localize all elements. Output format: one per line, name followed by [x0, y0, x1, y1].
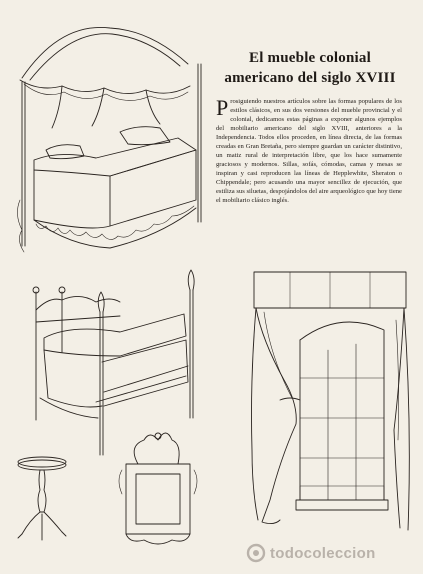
drop-cap: P	[216, 95, 229, 120]
article-title-line-1: El mueble colonial	[249, 50, 371, 67]
article-title	[210, 48, 410, 88]
canopy-bed-drawing	[17, 27, 201, 252]
curtained-window-drawing	[252, 272, 410, 530]
chippendale-mirror-drawing	[119, 433, 197, 544]
article-body	[216, 97, 402, 205]
article-text: rosiguiendo nuestros artículos sobre las formas populares de los estilos clásicos, en sus dos versiones del mueble provincial y el colonial, dedicamos estas páginas a exponer algunos ejemplos del mobiliario americano del siglo XVIII, anteriores a la Independencia. Todos ellos proceden, en línea directa, de las formas creadas en Gran Bretaña, pero siempre guardan un carácter distintivo, un matiz rural de interpretación libre, que los hace sumamente graciosos y modernos. Sillas, sofás, cómodas, camas y mesas se inspiran y casi reproducen las líneas de Hepplewhite, Sheraton o Chippendale; pero acusando una mayor sencillez de ejecución, que estiliza sus siluetas, despojándolos del aire arqueológico que hoy tiene el mobiliario clásico inglés.	[216, 98, 402, 204]
four-poster-bed-drawing	[33, 270, 194, 455]
candle-stand-drawing	[18, 457, 66, 540]
article-title-line-2: americano del siglo XVIII	[224, 70, 396, 87]
watermark-text: todocoleccion	[270, 544, 376, 562]
todocoleccion-logo-icon	[246, 543, 266, 563]
watermark	[246, 540, 376, 566]
